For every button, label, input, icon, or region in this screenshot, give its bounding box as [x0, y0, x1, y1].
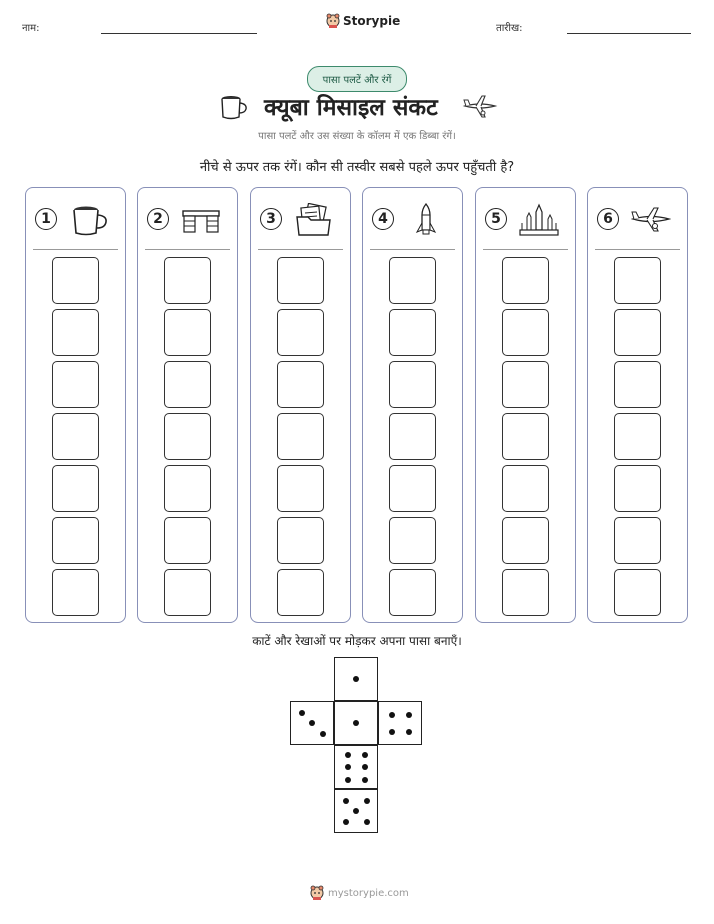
- color-box[interactable]: [614, 413, 661, 460]
- dice-pip: [362, 764, 368, 770]
- color-box[interactable]: [52, 413, 99, 460]
- color-box[interactable]: [614, 465, 661, 512]
- color-box[interactable]: [502, 465, 549, 512]
- column-2: [137, 187, 238, 623]
- color-box[interactable]: [389, 309, 436, 356]
- color-box[interactable]: [164, 361, 211, 408]
- column-number: 1: [35, 208, 57, 230]
- color-box[interactable]: [614, 361, 661, 408]
- color-box[interactable]: [389, 413, 436, 460]
- footer-url: mystorypie.com: [328, 887, 409, 899]
- color-box[interactable]: [502, 309, 549, 356]
- color-box[interactable]: [277, 309, 324, 356]
- dice-pip: [362, 752, 368, 758]
- dice-face-1: [334, 701, 378, 745]
- dice-pip: [299, 710, 305, 716]
- dice-face-4: [378, 701, 422, 745]
- color-box[interactable]: [502, 569, 549, 616]
- color-box[interactable]: [164, 257, 211, 304]
- column-number: 6: [597, 208, 619, 230]
- color-box[interactable]: [164, 413, 211, 460]
- airplane-icon: [631, 203, 671, 237]
- color-box[interactable]: [277, 413, 324, 460]
- column-divider: [370, 249, 455, 250]
- color-box[interactable]: [389, 257, 436, 304]
- dice-pip: [353, 720, 359, 726]
- missile-icon: [406, 203, 446, 237]
- column-number: 3: [260, 208, 282, 230]
- dice-face-5: [334, 789, 378, 833]
- column-4: [362, 187, 463, 623]
- dice-pip: [309, 720, 315, 726]
- footer: [310, 885, 409, 901]
- dice-pip: [364, 819, 370, 825]
- color-box[interactable]: [52, 517, 99, 564]
- dice-pip: [345, 777, 351, 783]
- dice-pip: [353, 808, 359, 814]
- dice-pip: [343, 798, 349, 804]
- column-5: [475, 187, 576, 623]
- dice-pip: [320, 731, 326, 737]
- dice-face-6: [334, 745, 378, 789]
- column-divider: [145, 249, 230, 250]
- dice-pip: [345, 764, 351, 770]
- column-number: 4: [372, 208, 394, 230]
- column-divider: [483, 249, 568, 250]
- activity-tag: पासा पलटें और रंगें: [307, 66, 407, 92]
- color-box[interactable]: [277, 465, 324, 512]
- color-box[interactable]: [277, 361, 324, 408]
- folders-icon: [294, 203, 334, 237]
- dice-face-3: [290, 701, 334, 745]
- color-box[interactable]: [52, 257, 99, 304]
- launch-base-icon: [519, 203, 559, 237]
- color-box[interactable]: [277, 517, 324, 564]
- footer-mascot-icon: [310, 885, 324, 901]
- column-divider: [33, 249, 118, 250]
- color-box[interactable]: [277, 257, 324, 304]
- coffee-mug-icon: [219, 93, 249, 121]
- color-box[interactable]: [52, 465, 99, 512]
- column-divider: [595, 249, 680, 250]
- color-box[interactable]: [502, 361, 549, 408]
- name-line[interactable]: [101, 33, 257, 34]
- color-box[interactable]: [502, 257, 549, 304]
- coffee-mug-icon: [69, 203, 109, 237]
- color-box[interactable]: [614, 569, 661, 616]
- color-box[interactable]: [164, 517, 211, 564]
- dice-pip: [345, 752, 351, 758]
- question: नीचे से ऊपर तक रंगें। कौन सी तस्वीर सबसे पहले ऊपर पहुँचती है?: [199, 160, 515, 175]
- column-3: [250, 187, 351, 623]
- color-box[interactable]: [164, 569, 211, 616]
- column-divider: [258, 249, 343, 250]
- dice-pip: [364, 798, 370, 804]
- color-box[interactable]: [614, 517, 661, 564]
- color-box[interactable]: [502, 517, 549, 564]
- color-box[interactable]: [614, 257, 661, 304]
- color-box[interactable]: [389, 569, 436, 616]
- date-label: तारीख:: [496, 23, 523, 34]
- brand-logo: [326, 13, 400, 29]
- column-1: [25, 187, 126, 623]
- column-number: 5: [485, 208, 507, 230]
- color-box[interactable]: [164, 309, 211, 356]
- name-label: नाम:: [22, 23, 40, 34]
- color-box[interactable]: [389, 465, 436, 512]
- color-box[interactable]: [52, 361, 99, 408]
- column-6: [587, 187, 688, 623]
- dice-pip: [362, 777, 368, 783]
- dice-pip: [343, 819, 349, 825]
- color-box[interactable]: [389, 517, 436, 564]
- color-box[interactable]: [52, 569, 99, 616]
- column-number: 2: [147, 208, 169, 230]
- color-box[interactable]: [614, 309, 661, 356]
- color-box[interactable]: [502, 413, 549, 460]
- date-line[interactable]: [567, 33, 691, 34]
- dice-instruction: काटें और रेखाओं पर मोड़कर अपना पासा बनाएँ।: [252, 634, 462, 648]
- color-box[interactable]: [277, 569, 324, 616]
- dice-pip: [406, 729, 412, 735]
- brand-name: Storypie: [343, 14, 401, 28]
- desk-icon: [181, 203, 221, 237]
- color-box[interactable]: [52, 309, 99, 356]
- subtitle: पासा पलटें और उस संख्या के कॉलम में एक डिब्बा रंगें।: [258, 131, 456, 142]
- brand-mascot-icon: [326, 13, 340, 29]
- airplane-icon: [462, 94, 498, 120]
- dice-pip: [389, 712, 395, 718]
- dice-pip: [389, 729, 395, 735]
- color-box[interactable]: [164, 465, 211, 512]
- page-title: क्यूबा मिसाइल संकट: [264, 95, 438, 121]
- dice-pip: [406, 712, 412, 718]
- color-box[interactable]: [389, 361, 436, 408]
- dice-pip: [353, 676, 359, 682]
- dice-face-1: [334, 657, 378, 701]
